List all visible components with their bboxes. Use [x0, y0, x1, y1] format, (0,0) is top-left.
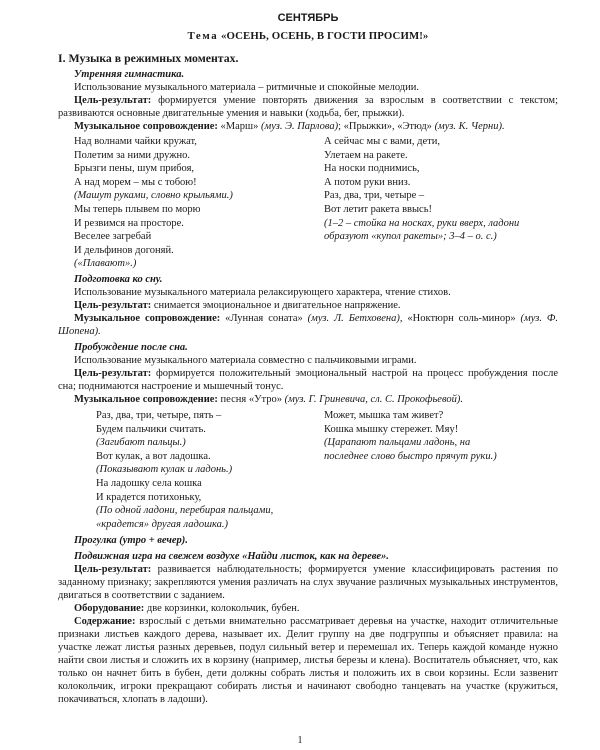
poem-right-column [324, 409, 499, 531]
poem-line: Полетим за ними дружно. [74, 149, 190, 161]
music-label: Музыкальное сопровождение: [74, 121, 218, 132]
walk-goal [58, 563, 558, 602]
page-number: 1 [297, 735, 303, 746]
poem-line: А потом руки вниз. [324, 176, 411, 188]
poem-line: Раз, два, три, четыре, пять – [96, 409, 222, 421]
poem-line: Может, мышка там живет? [324, 409, 444, 421]
game-heading: Подвижная игра на свежем воздухе «Найди листок, как на дереве». [74, 551, 389, 563]
music-label: Музыкальное сопровождение: [74, 393, 218, 405]
poem-left-column [58, 409, 324, 531]
content-text: взрослый с детьми внимательно рассматривает деревья на участке, находит отличительные признаки листьев каждого дерева, называет их. Делит группу на две подгруппы и объясняет правила: на участке лежат листья разных деревьев, подул сильный ветер и перемешал их. Теперь каждой команде нужно найти свои листья и сложить их в корзину (например, листья березы и клена). Воспитатель объясняет, что, как только он начнет бить в бубен, дети должны собрать листья и положить их в свои корзины. Если зазвенит колокольчик, игроки прекращают собирать листья и начинают свободно танцевать на участке (кружиться, покачиваться, хлопать в ладоши). [58, 616, 558, 706]
goal-text: развивается наблюдательность; формируется умение классифицировать растения по заданному признаку; закрепляются умения различать на слух звучание различных музыкальных инструментов, двигаться в соответствии с заданием. [58, 564, 558, 602]
equipment-text: две корзинки, колокольчик, бубен. [144, 603, 300, 615]
walk-heading: Прогулка (утро + вечер). [74, 535, 188, 547]
morning-music [58, 120, 558, 133]
poem-line: Кошка мышку стережет. Мяу! [324, 423, 459, 435]
sleep-goal [58, 299, 558, 312]
music-composer: (муз. К. Черни). [434, 121, 505, 132]
morning-heading: Утренняя гимнастика. [74, 69, 185, 80]
poem-line: Над волнами чайки кружат, [74, 136, 197, 147]
poem-remark: (Показывают кулак и ладонь.) [96, 464, 233, 476]
poem-remark: (Машут руками, словно крыльями.) [74, 190, 233, 202]
equipment-label: Оборудование: [74, 603, 145, 615]
morning-use: Использование музыкального материала – ритмичные и спокойные мелодии. [74, 82, 420, 93]
poem-remark: («Плавают».) [74, 258, 137, 270]
music-composer: (муз. Ф. Шопена). [58, 312, 558, 337]
content-label: Содержание: [74, 616, 136, 628]
poem-remark: (Царапают пальцами ладонь, на последнее слово быстро прячут руки.) [324, 437, 497, 462]
sleep-use: Использование музыкального материала релаксирующего характера, чтение стихов. [74, 286, 451, 298]
walk-equipment [58, 602, 558, 615]
wakeup-music [58, 393, 558, 406]
section-heading: I. Музыка в режимных моментах. [58, 51, 239, 65]
music-label: Музыкальное сопровождение: [74, 312, 221, 324]
wakeup-poem [58, 409, 558, 531]
theme-title [58, 30, 558, 43]
poem-line: На ладошку села кошка [96, 477, 202, 489]
music-composer: (муз. Г. Гриневича, сл. С. Прокофьевой). [284, 393, 463, 405]
poem-line: Брызги пены, шум прибоя, [74, 163, 195, 175]
poem-line: Веселее загребай [74, 231, 152, 243]
walk-content [58, 615, 558, 706]
poem-line: И резвимся на просторе. [74, 217, 184, 229]
poem-line: Раз, два, три, четыре – [324, 190, 425, 202]
poem-remark: (1–2 – стойка на носках, руки вверх, ладони образуют «купол ракеты»; 3–4 – о. с.) [324, 217, 520, 243]
poem-line: Вот летит ракета ввысь! [324, 203, 432, 215]
poem-line: На носки поднимись, [324, 163, 420, 175]
music-piece: ; «Прыжки», «Этюд» [338, 121, 435, 132]
poem-remark: (По одной ладони, перебирая пальцами, «крадется» другая ладошка.) [96, 505, 274, 530]
poem-line: И крадется потихоньку, [96, 491, 202, 503]
poem-right-column [324, 135, 556, 271]
poem-line: Будем пальчики считать. [96, 423, 206, 435]
goal-label: Цель-результат: [74, 299, 152, 311]
poem-line: А над морем – мы с тобою! [74, 176, 197, 188]
wakeup-use: Использование музыкального материала совместно с пальчиковыми играми. [74, 354, 417, 366]
poem-line: И дельфинов догоняй. [74, 244, 174, 256]
poem-left-column [58, 135, 324, 271]
poem-line: Мы теперь плывем по морю [74, 203, 201, 215]
music-piece: «Марш» [217, 121, 262, 132]
goal-label: Цель-результат: [74, 564, 152, 576]
music-piece: , «Ноктюрн соль-минор» [399, 312, 521, 324]
goal-text: формируется умение повторять движения за взрослым в соответствии с текстом; развиваются основные двигательные умения и навыки (ходьба, бег, прыжки). [58, 95, 558, 119]
sleep-heading: Подготовка ко сну. [74, 273, 163, 285]
music-composer: (муз. Л. Бетховена) [307, 312, 400, 324]
theme-prefix: Тема [187, 30, 219, 42]
wakeup-heading: Пробуждение после сна. [74, 341, 188, 353]
poem-line: А сейчас мы с вами, дети, [324, 136, 440, 147]
music-composer: (муз. Э. Парлова) [261, 121, 339, 132]
theme-text: «ОСЕНЬ, ОСЕНЬ, В ГОСТИ ПРОСИМ!» [221, 30, 429, 42]
morning-poem [58, 135, 558, 271]
month-title: СЕНТЯБРЬ [277, 12, 339, 24]
poem-line: Вот кулак, а вот ладошка. [96, 450, 211, 462]
morning-goal [58, 94, 558, 120]
music-piece: «Лунная соната» [220, 312, 308, 324]
wakeup-goal [58, 367, 558, 393]
goal-label: Цель-результат: [74, 367, 152, 379]
poem-remark: (Загибают пальцы.) [96, 437, 186, 449]
music-piece: песня «Утро» [217, 393, 285, 405]
poem-line: Улетаем на ракете. [324, 149, 408, 161]
goal-text: формируется положительный эмоциональный настрой на процесс пробуждения после сна; поднимаются настроение и мышечный тонус. [58, 367, 558, 392]
document-page [58, 10, 558, 706]
goal-label: Цель-результат: [74, 95, 152, 106]
sleep-music [58, 312, 558, 338]
goal-text: снимается эмоциональное и двигательное напряжение. [151, 299, 401, 311]
